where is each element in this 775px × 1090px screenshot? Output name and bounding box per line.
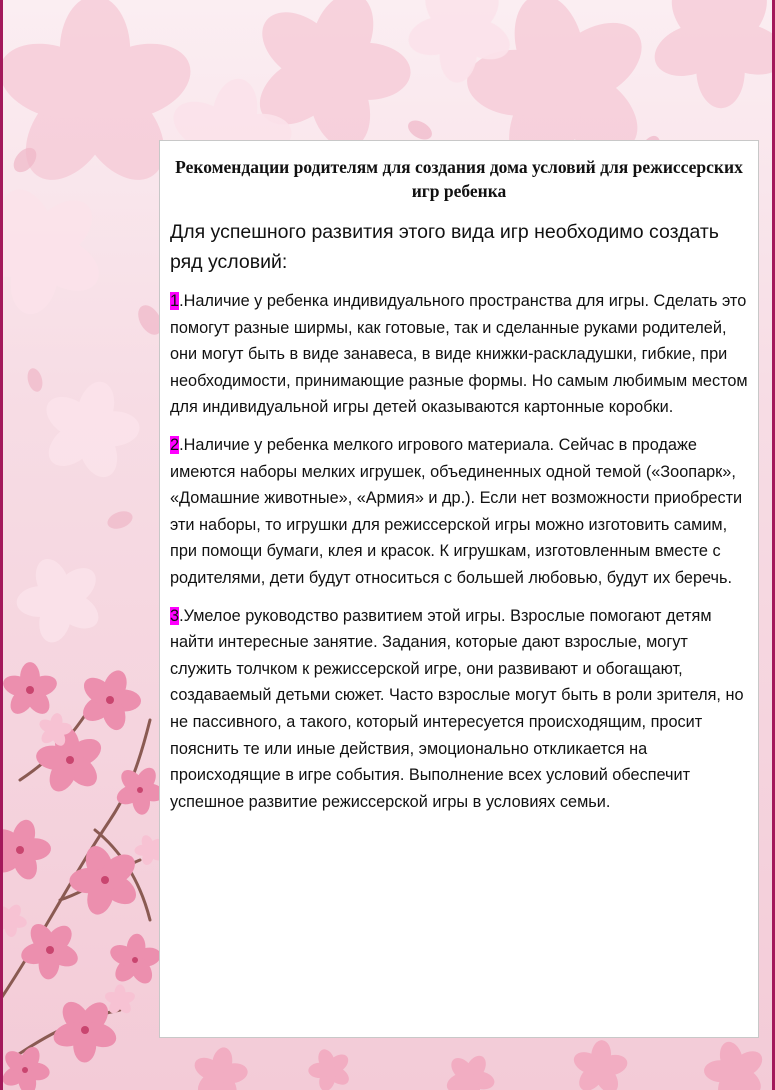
recommendation-text: .Наличие у ребенка мелкого игрового материала. Сейчас в продаже имеются наборы мелких игрушек, объединенных одной темой («Зоопарк», «Домашние животные», «Армия» и др.). Если нет возможности приобрести эти наборы, то игрушки для режиссерской игры можно изготовить самим, при помощи бумаги, клея и красок. К игрушкам, изготовленным вместе с родителями, дети будут относиться с большей любовью, будут их беречь.: [170, 435, 743, 587]
item-number-highlight: 3: [170, 606, 180, 625]
item-number-highlight: 1: [170, 292, 180, 310]
recommendation-item-1: [170, 288, 748, 421]
text-card: [159, 140, 759, 1038]
document-title: Рекомендации родителям для создания дома условий для режиссерских игр ребенка: [175, 157, 743, 201]
recommendation-text: .Умелое руководство развитием этой игры. Взрослые помогают детям найти интересные занятие. Задания, которые дают взрослые, могут служить толчком к режиссерской игре, они развивают и обогащают, создаваемый детьми сюжет. Часто взрослые могут быть в роли зрителя, но не пассивного, а такого, который интересуется происходящим, просит пояснить те или иные действия, эмоционально откликается на происходящие в игре события. Выполнение всех условий обеспечит успешное развитие режиссерской игры в условиях семьи.: [170, 606, 744, 811]
recommendation-item-2: [170, 432, 748, 592]
recommendation-text: .Наличие у ребенка индивидуального пространства для игры. Сделать это помогут разные ширмы, как готовые, так и сделанные руками родителей, они могут быть в виде занавеса, в виде книжки-раскладушки, гибкие, при необходимости, принимающие разные формы. Но самым любимым местом для индивидуальной игры детей оказываются картонные коробки.: [170, 292, 748, 417]
left-border-line: [0, 0, 3, 1090]
item-number-highlight: 2: [170, 435, 180, 454]
intro-paragraph: Для успешного развития этого вида игр необходимо создать ряд условий:: [170, 221, 719, 273]
recommendation-item-3: [170, 603, 748, 816]
